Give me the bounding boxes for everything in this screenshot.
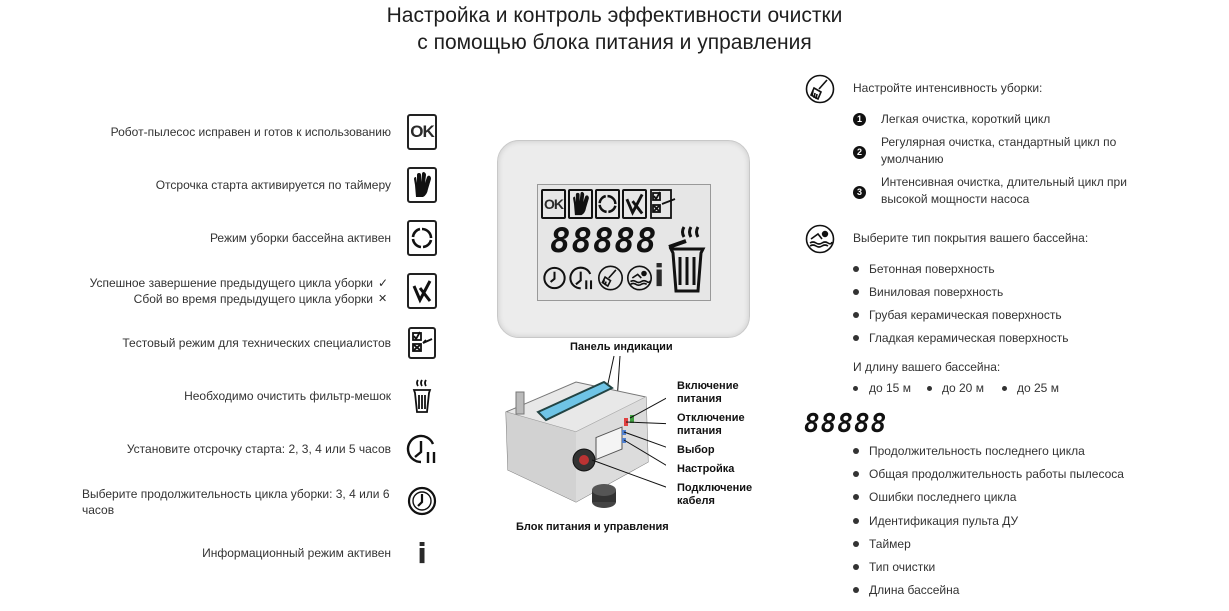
length-item-20: до 20 м — [942, 381, 984, 395]
legend-text-filter: Необходимо очистить фильтр-мешок — [184, 389, 391, 403]
lcd-ok-icon: OK — [541, 189, 566, 219]
display-panel — [497, 140, 750, 338]
bullet — [853, 312, 859, 318]
lcd-clock-delay-icon — [568, 264, 595, 292]
control-unit-illustration — [496, 352, 666, 522]
lcd-brush-icon — [597, 264, 624, 292]
legend-text-set-delay: Установите отсрочку старта: 2, 3, 4 или 5 часов — [126, 442, 391, 456]
bullet — [853, 564, 859, 570]
legend-text-cycle-duration: Выберите продолжительность цикла уборки: 3, 4 или 6 часов — [82, 487, 390, 517]
callout-select: Выбор — [677, 444, 715, 456]
counter-digits-icon: 88888 — [804, 409, 888, 439]
length-heading: И длину вашего бассейна: — [853, 360, 1001, 374]
surface-heading: Выберите тип покрытия вашего бассейна: — [853, 231, 1089, 245]
clock-icon — [404, 481, 440, 521]
lcd-screen — [537, 184, 711, 301]
unit-label: Блок питания и управления — [516, 521, 669, 533]
lcd-info-icon: i — [654, 259, 665, 294]
trash-bin-icon — [404, 376, 440, 416]
lcd-clock-icon — [542, 264, 567, 292]
intensity-item-1: Легкая очистка, короткий цикл — [881, 112, 1051, 126]
check-cross-icon — [404, 271, 440, 311]
bullet — [853, 448, 859, 454]
counter-item-remote-id: Идентификация пульта ДУ — [869, 514, 1019, 528]
legend-text-test-mode: Тестовый режим для технических специалистов — [122, 336, 391, 350]
bullet — [853, 471, 859, 477]
bullet — [853, 266, 859, 272]
page-title — [0, 2, 1229, 56]
length-item-25: до 25 м — [1017, 381, 1059, 395]
check-mark-icon: ✓ — [378, 276, 389, 290]
intensity-item-2: Регулярная очистка, стандартный цикл по умолчанию — [881, 135, 1117, 166]
counter-item-timer: Таймер — [869, 537, 911, 551]
legend-text-info: Информационный режим активен — [202, 546, 391, 560]
bullet — [1002, 386, 1007, 391]
legend-text-cleaning-active: Режим уборки бассейна активен — [209, 231, 391, 245]
info-icon: i — [417, 536, 427, 570]
lcd-check-cross-icon — [622, 189, 647, 219]
surface-item-rough-tile: Грубая керамическая поверхность — [869, 308, 1062, 322]
bullet — [853, 494, 859, 500]
legend-text-success: Успешное завершение предыдущего цикла уборки — [89, 276, 373, 290]
counter-item-pool-length: Длина бассейна — [869, 583, 960, 597]
counter-item-cleaning-type: Тип очистки — [869, 560, 936, 574]
checklist-icon — [404, 323, 440, 363]
swimmer-icon — [805, 224, 835, 254]
length-item-15: до 15 м — [869, 381, 911, 395]
bullet — [853, 335, 859, 341]
callout-power-off: Отключение питания — [677, 412, 745, 437]
surface-item-concrete: Бетонная поверхность — [869, 262, 995, 276]
surface-item-vinyl: Виниловая поверхность — [869, 285, 1004, 299]
lcd-digits: 88888 — [550, 221, 658, 261]
ok-icon — [404, 112, 440, 152]
bullet — [853, 386, 858, 391]
cross-mark-icon: ✕ — [378, 293, 388, 305]
bullet — [853, 541, 859, 547]
bullet — [853, 587, 859, 593]
legend-text-delay: Отсрочка старта активируется по таймеру — [155, 178, 391, 192]
intensity-heading: Настройте интенсивность уборки: — [853, 81, 1043, 95]
counter-item-total-runtime: Общая продолжительность работы пылесоса — [869, 467, 1124, 481]
intensity-number-3: 3 — [853, 186, 866, 199]
clock-delay-icon — [404, 429, 440, 469]
legend-text-ready: Робот-пылесос исправен и готов к использованию — [110, 125, 391, 139]
bullet — [853, 518, 859, 524]
lcd-trash-icon — [666, 221, 708, 295]
intensity-number-2: 2 — [853, 146, 866, 159]
callout-setup: Настройка — [677, 463, 735, 475]
surface-item-smooth-tile: Гладкая керамическая поверхность — [869, 331, 1069, 345]
intensity-number-1: 1 — [853, 113, 866, 126]
counter-item-last-cycle: Продолжительность последнего цикла — [869, 444, 1085, 458]
callout-cable: Подключение кабеля — [677, 482, 753, 507]
lcd-swimmer-icon — [626, 264, 653, 292]
callout-power-on: Включение питания — [677, 380, 739, 405]
title-line-2: с помощью блока питания и управления — [417, 31, 812, 54]
brush-icon — [805, 74, 835, 104]
bullet — [927, 386, 932, 391]
panel-label: Панель индикации — [570, 341, 673, 353]
lcd-hand-icon — [568, 189, 593, 219]
bullet — [853, 289, 859, 295]
title-line-1: Настройка и контроль эффективности очистки — [386, 4, 843, 27]
cycle-arrows-icon — [404, 218, 440, 258]
intensity-item-3: Интенсивная очистка, длительный цикл при высокой мощности насоса — [881, 175, 1127, 206]
legend-text-failure: Сбой во время предыдущего цикла уборки — [133, 292, 373, 306]
counter-item-errors: Ошибки последнего цикла — [869, 490, 1017, 504]
lcd-cycle-icon — [595, 189, 620, 219]
hand-icon — [404, 165, 440, 205]
lcd-checklist-icon — [650, 189, 676, 219]
ok-icon-label: OK — [407, 114, 437, 150]
